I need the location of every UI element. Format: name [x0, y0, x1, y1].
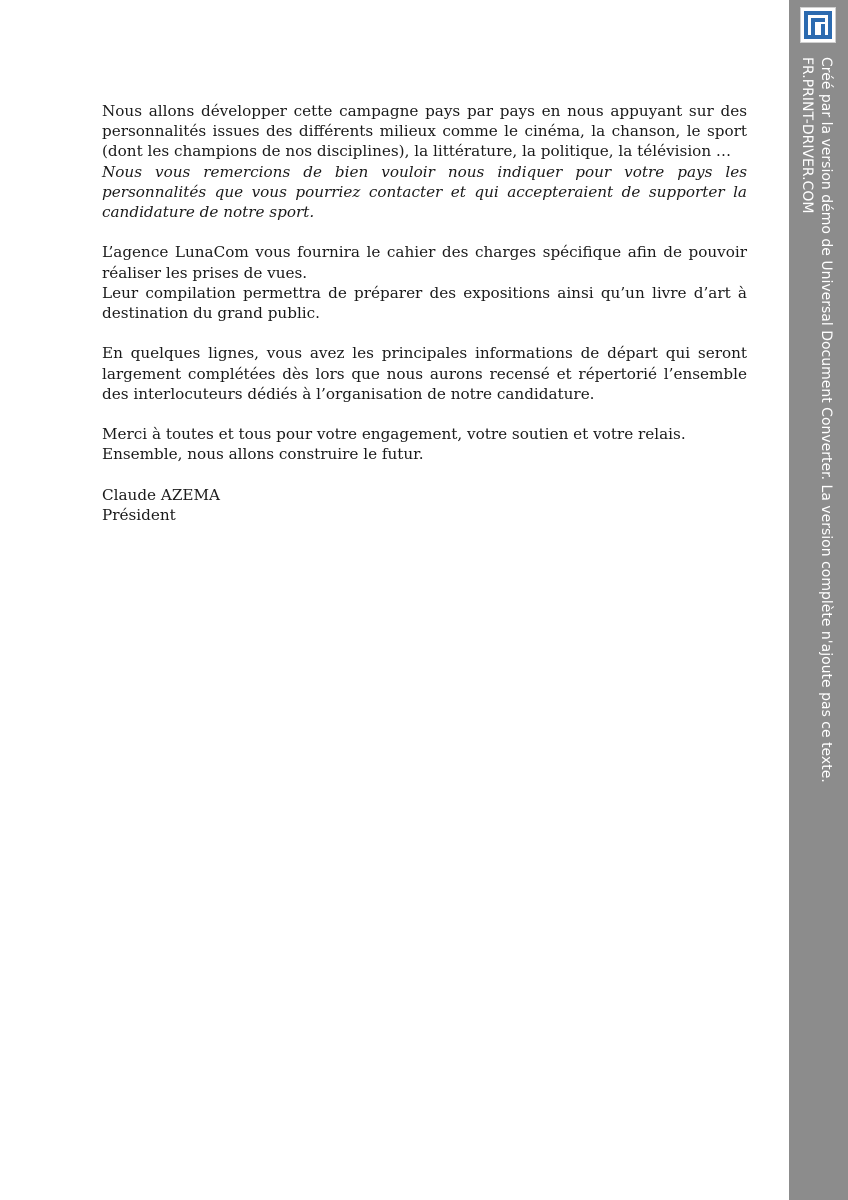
spacer	[102, 222, 747, 242]
signature-name: Claude AZEMA	[102, 485, 220, 504]
paragraph-campaign-request: Nous vous remercions de bien vouloir nous indiquer pour votre pays les personnalités que vous pourriez contacter et qui accepteraient de supporter la candidature de notre sport.	[102, 162, 747, 222]
signature-title: Président	[102, 506, 176, 524]
spacer	[102, 465, 747, 485]
spacer	[102, 404, 747, 424]
document-body	[102, 101, 747, 525]
spacer	[102, 323, 747, 343]
watermark-text: Créé par la version démo de Universal Document Converter. La version complète n'ajoute pas ce texte.	[818, 57, 834, 783]
paragraph-campaign	[102, 101, 747, 222]
paragraph-future: Ensemble, nous allons construire le futur.	[102, 445, 424, 464]
paragraph-summary: En quelques lignes, vous avez les principales informations de départ qui seront largement complétées dès lors que nous aurons recensé et répertorié l’ensemble des interlocuteurs dédiés à l’organisation de notre candidature.	[102, 344, 747, 403]
watermark-url: FR.PRINT-DRIVER.COM	[799, 57, 815, 214]
paragraph-agency: L’agence LunaCom vous fournira le cahier des charges spécifique afin de pouvoir réaliser les prises de vues.	[102, 243, 747, 282]
paragraph-compilation: Leur compilation permettra de préparer des expositions ainsi qu’un livre d’art à destination du grand public.	[102, 283, 747, 323]
paragraph-thanks: Merci à toutes et tous pour votre engagement, votre soutien et votre relais.	[102, 425, 686, 444]
paragraph-campaign-text: Nous allons développer cette campagne pays par pays en nous appuyant sur des personnalités issues des différents milieux comme le cinéma, la chanson, le sport (dont les champions de nos disciplines), la littérature, la politique, la télévision …	[102, 102, 747, 161]
udc-logo-icon	[800, 7, 836, 43]
